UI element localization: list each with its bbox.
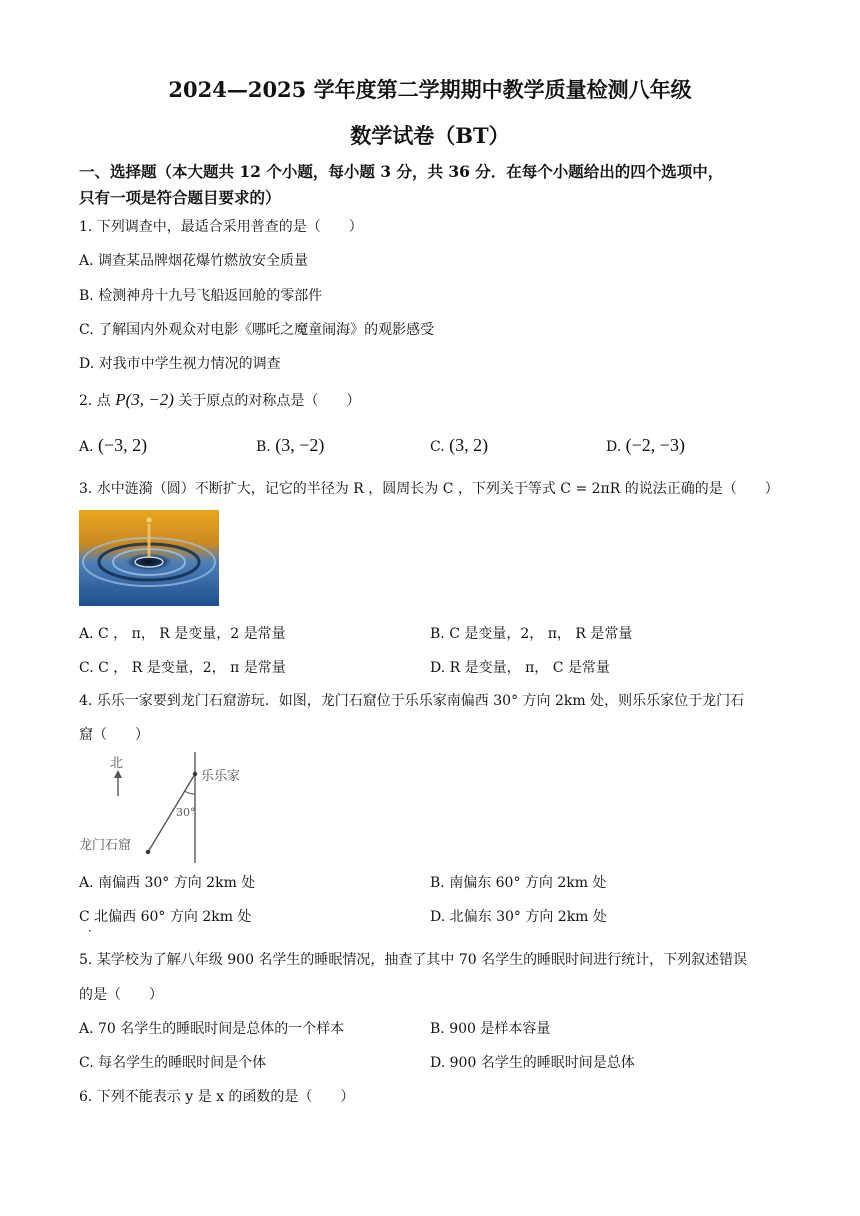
q2-stem-suffix: 关于原点的对称点是（ ） xyxy=(178,393,361,409)
q2-option-b-label: B. xyxy=(256,439,271,455)
q1-option-b: B. 检测神舟十九号飞船返回舱的零部件 xyxy=(79,288,323,304)
q5-option-b: B. 900 是样本容量 xyxy=(430,1021,551,1037)
q6-stem: 6. 下列不能表示 y 是 x 的函数的是（ ） xyxy=(79,1089,355,1105)
exam-title-line2: 数学试卷（BT） xyxy=(350,123,510,148)
north-label: 北 xyxy=(110,756,124,771)
q5-option-a: A. 70 名学生的睡眠时间是总体的一个样本 xyxy=(79,1021,345,1037)
home-point xyxy=(193,772,197,776)
section-heading-line1: 一、选择题（本大题共 12 个小题，每小题 3 分，共 36 分．在每个小题给出的四个选项中， xyxy=(79,162,724,181)
q3-option-c: C. C ， R 是变量，2， π 是常量 xyxy=(79,660,286,676)
q2-stem-prefix: 2. 点 xyxy=(79,393,111,409)
q2-option-a-label: A. xyxy=(79,439,94,455)
q3-stem: 3. 水中涟漪（圆）不断扩大，记它的半径为 R ，圆周长为 C ，下列关于等式 C = 2πR 的说法正确的是（ ） xyxy=(79,481,779,497)
north-arrow-head xyxy=(114,770,122,778)
q1-stem: 1. 下列调查中，最适合采用普查的是（ ） xyxy=(79,219,363,235)
q5-stem-line1: 5. 某学校为了解八年级 900 名学生的睡眠情况，抽查了其中 70 名学生的睡眠时间进行统计，下列叙述错误 xyxy=(79,952,748,968)
q2-option-c-label: C. xyxy=(430,439,445,455)
stray-dot: · xyxy=(88,924,92,938)
q2-option-b xyxy=(256,435,324,456)
q2-option-d-value: (−2, −3) xyxy=(625,435,685,455)
home-label: 乐乐家 xyxy=(201,769,241,784)
q1-option-d: D. 对我市中学生视力情况的调查 xyxy=(79,356,281,372)
q2-option-a xyxy=(79,435,147,456)
grotto-label: 龙门石窟 xyxy=(79,838,132,853)
direction-diagram-svg xyxy=(79,748,279,866)
q2-option-a-value: (−3, 2) xyxy=(98,435,148,455)
water-ripple-image xyxy=(79,510,219,606)
q4-option-a: A. 南偏西 30° 方向 2km 处 xyxy=(79,875,256,891)
q4-stem-line2: 窟（ ） xyxy=(79,727,149,743)
direction-diagram xyxy=(79,748,279,866)
q3-option-d: D. R 是变量， π， C 是常量 xyxy=(430,660,610,676)
q2-option-d-label: D. xyxy=(606,439,622,455)
water-ripple-illustration xyxy=(79,510,219,606)
q2-point: P(3, −2) xyxy=(115,390,174,409)
q1-option-c: C. 了解国内外观众对电影《哪吒之魔童闹海》的观影感受 xyxy=(79,322,435,338)
q5-option-c: C. 每名学生的睡眠时间是个体 xyxy=(79,1055,267,1071)
section-heading-line2: 只有一项是符合题目要求的） xyxy=(79,188,281,207)
q1-option-a: A. 调查某品牌烟花爆竹燃放安全质量 xyxy=(79,253,309,269)
q3-option-a: A. C ， π， R 是变量，2 是常量 xyxy=(79,626,286,642)
q2-option-b-value: (3, −2) xyxy=(275,435,325,455)
q5-option-d: D. 900 名学生的睡眠时间是总体 xyxy=(430,1055,635,1071)
exam-title-line1: 2024—2025 学年度第二学期期中教学质量检测八年级 xyxy=(168,77,692,102)
q2-stem xyxy=(79,390,360,410)
q2-option-d xyxy=(606,435,685,456)
q5-stem-line2: 的是（ ） xyxy=(79,987,163,1003)
q2-option-c xyxy=(430,435,488,456)
q2-option-c-value: (3, 2) xyxy=(449,435,489,455)
q4-option-c: C 北偏西 60° 方向 2km 处 xyxy=(79,909,252,925)
q4-stem-line1: 4. 乐乐一家要到龙门石窟游玩．如图，龙门石窟位于乐乐家南偏西 30° 方向 2km 处，则乐乐家位于龙门石 xyxy=(79,693,745,709)
grotto-point xyxy=(146,850,150,854)
q3-option-b: B. C 是变量，2， π， R 是常量 xyxy=(430,626,633,642)
angle-label: 30° xyxy=(176,806,196,819)
q4-option-d: D. 北偏东 30° 方向 2km 处 xyxy=(430,909,607,925)
q4-option-b: B. 南偏东 60° 方向 2km 处 xyxy=(430,875,607,891)
angle-arc xyxy=(185,791,195,794)
